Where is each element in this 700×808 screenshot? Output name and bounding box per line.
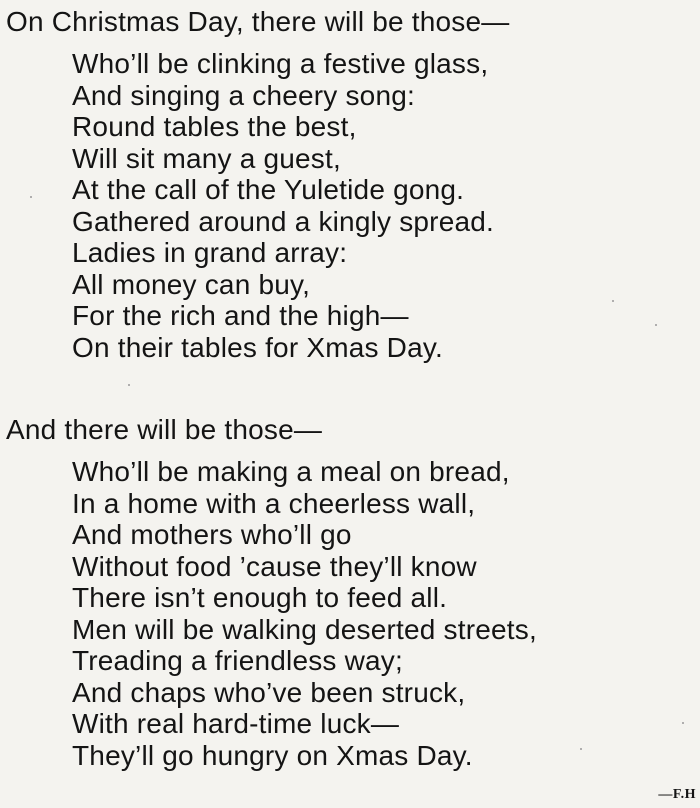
poem-line: At the call of the Yuletide gong. (72, 174, 465, 205)
poem-line: And mothers who’ll go (72, 519, 352, 550)
poem-line: For the rich and the high— (72, 300, 409, 331)
poem-line: Round tables the best, (72, 111, 357, 142)
print-speck (30, 196, 32, 198)
opening-line: On Christmas Day, there will be those— (6, 6, 510, 37)
stanza-1 (72, 48, 494, 363)
poem-line: On their tables for Xmas Day. (72, 331, 443, 363)
poem-line: Who’ll be making a meal on bread, (72, 456, 510, 487)
print-speck (612, 300, 614, 302)
second-opening-line: And there will be those— (6, 414, 323, 445)
poem-line: Who’ll be clinking a festive glass, (72, 48, 489, 79)
poem-line: Ladies in grand array: (72, 237, 348, 268)
poem-line: Gathered around a kingly spread. (72, 205, 494, 237)
poem-line: There isn’t enough to feed all. (72, 582, 448, 613)
poem-line: Men will be walking deserted streets, (72, 613, 537, 645)
poem-line: And singing a cheery song: (72, 79, 415, 111)
author-signature: —F.H (658, 787, 696, 802)
poem-line: In a home with a cheerless wall, (72, 487, 476, 519)
stanza-2 (72, 456, 537, 771)
print-speck (128, 384, 130, 386)
poem-line: And chaps who’ve been struck, (72, 676, 466, 708)
print-speck (682, 722, 684, 724)
poem-line: Treading a friendless way; (72, 645, 403, 676)
poem-line: All money can buy, (72, 268, 311, 300)
poem-line: They’ll go hungry on Xmas Day. (72, 739, 473, 771)
poem-line: Without food ’cause they’ll know (72, 550, 477, 582)
poem-line: Will sit many a guest, (72, 142, 341, 174)
poem-line: With real hard-time luck— (72, 708, 400, 739)
print-speck (580, 748, 582, 750)
print-speck (655, 324, 657, 326)
